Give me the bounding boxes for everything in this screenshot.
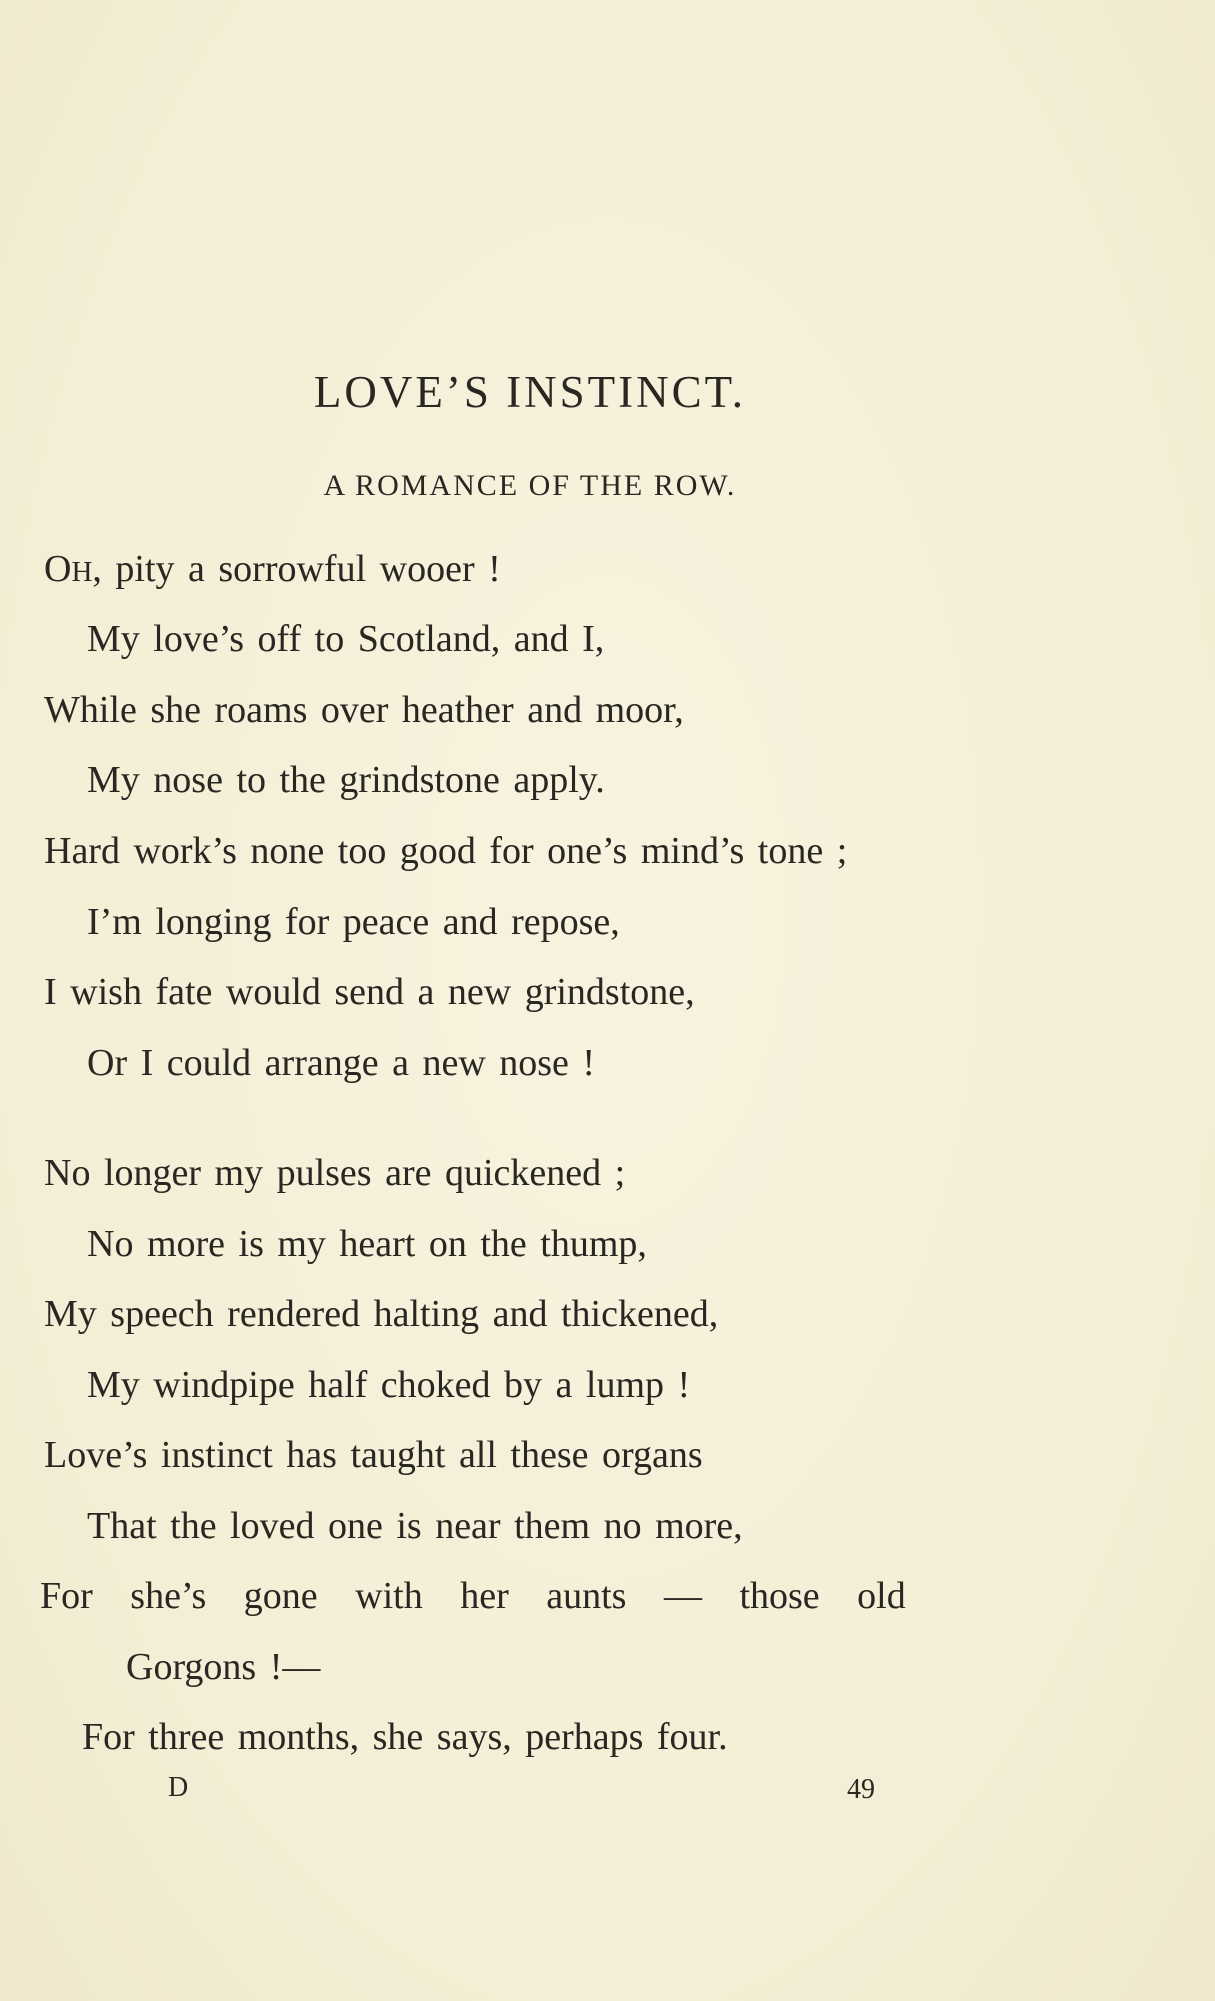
- poem-line-4: My nose to the grindstone apply.: [87, 759, 605, 801]
- page-number: 49: [847, 1774, 875, 1805]
- poem-line-10: No more is my heart on the thump,: [87, 1223, 647, 1265]
- small-caps-rest: H: [71, 556, 93, 588]
- poem-line-13: Love’s instinct has taught all these organs: [44, 1434, 703, 1476]
- poem-line-12: My windpipe half choked by a lump !: [87, 1364, 691, 1406]
- poem-subtitle: A ROMANCE OF THE ROW.: [323, 469, 737, 502]
- poem-line-9: No longer my pulses are quickened ;: [44, 1152, 626, 1194]
- poem-line-5: Hard work’s none too good for one’s mind’s tone ;: [44, 830, 848, 872]
- poem-line-8: Or I could arrange a new nose !: [87, 1042, 596, 1084]
- signature-mark: D: [168, 1772, 189, 1803]
- poem-line-15: For she’s gone with her aunts — those old: [40, 1575, 906, 1617]
- poem-line-14: That the loved one is near them no more,: [87, 1505, 743, 1547]
- poem-line-7: I wish fate would send a new grindstone,: [44, 971, 695, 1013]
- poem-line-16: For three months, she says, perhaps four.: [82, 1716, 728, 1758]
- poem-title: LOVE’S INSTINCT.: [313, 367, 747, 417]
- poem-line-2: My love’s off to Scotland, and I,: [87, 618, 605, 660]
- poem-line-11: My speech rendered halting and thickened,: [44, 1293, 719, 1335]
- poem-line-1: [44, 542, 501, 599]
- poem-line-15-continuation: Gorgons !—: [126, 1646, 321, 1688]
- first-line-rest: , pity a sorrowful wooer !: [92, 548, 501, 590]
- drop-initial: O: [44, 548, 72, 590]
- poem-line-6: I’m longing for peace and repose,: [87, 901, 620, 943]
- poem-line-3: While she roams over heather and moor,: [44, 689, 684, 731]
